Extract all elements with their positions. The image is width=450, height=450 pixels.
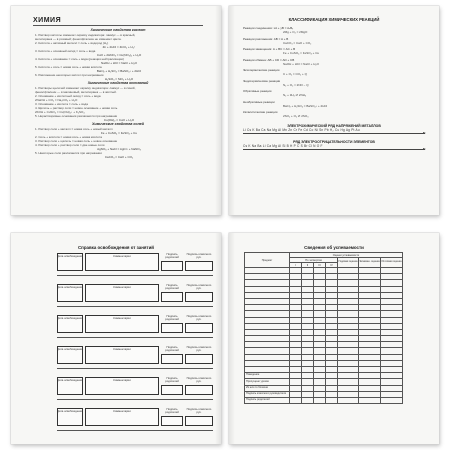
reaction-type-row bbox=[243, 37, 425, 48]
parent-signature-label: Подпись родителей bbox=[165, 283, 179, 291]
text-line: 4. Раствор соли + раствор соли = две новые соли bbox=[35, 143, 105, 147]
reaction-type-label: Реакции разложения: AB = A + B bbox=[243, 36, 289, 41]
teacher-signature-label: Подпись классного рук. bbox=[186, 283, 212, 291]
date-label: Дата освобождения bbox=[57, 254, 83, 258]
reaction-equation: Zn + 2HCl = ZnCl₂ + H₂↑ bbox=[102, 45, 136, 49]
reaction-type-row bbox=[243, 58, 425, 69]
grade-cell[interactable] bbox=[381, 397, 403, 403]
text-line: 2KOH + CuSO₄ = Cu(OH)₂↓ + K₂SO₄ bbox=[35, 110, 85, 114]
row-label: Подпись родителей bbox=[245, 397, 290, 403]
chemistry-title: ХИМИЯ bbox=[33, 17, 62, 24]
reaction-equation: CaCO₃ = CaO + CO₂ bbox=[104, 155, 134, 159]
grade-cell[interactable] bbox=[314, 397, 326, 403]
parent-signature-box[interactable] bbox=[161, 323, 183, 333]
reaction-example: NaOH + HCl = NaCl + H₂O bbox=[283, 61, 319, 66]
signature-line bbox=[57, 337, 213, 338]
parent-signature-box[interactable] bbox=[161, 385, 183, 395]
absence-page bbox=[11, 233, 221, 444]
text-line: 4. Кислота + основание = соль + вода (реакция нейтрализации) bbox=[35, 57, 124, 61]
quarters-header: По четвертям bbox=[290, 258, 338, 263]
text-line: 4. Щёлочь + раствор соли = новое основание + новая соль bbox=[35, 106, 118, 110]
absence-entry bbox=[57, 253, 217, 273]
reaction-type-row bbox=[243, 79, 425, 90]
reaction-type-row bbox=[243, 89, 425, 100]
row-label: Подпись классного руководителя bbox=[245, 391, 290, 397]
text-line: 2NaOH + CO₂ = Na₂CO₃ + H₂O bbox=[35, 98, 78, 102]
performance-rows bbox=[245, 268, 403, 404]
reaction-example: Fe + CuSO₄ = FeSO₄ + Cu bbox=[283, 51, 320, 55]
parent-signature-label: Подпись родителей bbox=[165, 314, 179, 322]
teacher-signature-box[interactable] bbox=[185, 385, 213, 395]
classification-page bbox=[229, 6, 439, 215]
quarter-3-header: III bbox=[314, 263, 326, 268]
reaction-list bbox=[243, 26, 425, 121]
signature-line bbox=[57, 430, 213, 431]
reaction-example: CaCO₃ = CaO + CO₂ bbox=[283, 40, 312, 45]
text-line: 3. Кислота + основный оксид = соль + вода bbox=[35, 49, 96, 53]
text-line: 5. Кислота + соль = новая соль + новая кислота bbox=[35, 65, 102, 69]
grade-cell[interactable] bbox=[359, 397, 381, 403]
reaction-example: BaCl₂ + H₂SO₄ = BaSO₄↓ + 2HCl bbox=[283, 103, 328, 108]
reaction-equation: AgNO₃ + NaCl = AgCl↓ + NaNO₃ bbox=[97, 147, 141, 151]
signature-line bbox=[57, 399, 213, 400]
title-rule bbox=[33, 25, 203, 26]
reaction-example: 2SO₂ + O₂ ⇄ 2SO₃ bbox=[283, 114, 309, 118]
row-label: Из них по болезни bbox=[245, 385, 290, 391]
teacher-signature-label: Подпись классного рук. bbox=[186, 345, 212, 353]
row-label: Пропущено уроков bbox=[245, 379, 290, 385]
electronegativity-series bbox=[243, 140, 425, 150]
chemistry-page bbox=[11, 6, 221, 215]
reaction-type-label: Реакции соединения: xA + yB = AₓBᵧ bbox=[243, 26, 294, 30]
absence-entry bbox=[57, 377, 217, 397]
section-heading: Химические свойства солей bbox=[92, 122, 144, 126]
quarter-1-header: I bbox=[290, 263, 302, 268]
text-line: 5. Нерастворимые основания разлагаются при нагревании bbox=[35, 114, 118, 118]
comment-label: Комментарии bbox=[113, 347, 131, 351]
reaction-type-row bbox=[243, 26, 425, 37]
date-label: Дата освобождения bbox=[57, 347, 83, 351]
reaction-type-row bbox=[243, 47, 425, 58]
teacher-signature-box[interactable] bbox=[185, 323, 213, 333]
parent-signature-label: Подпись родителей bbox=[165, 376, 179, 384]
electronegativity-sequence: Cs K Na Ba Li Ca Mg Al Si B H P C S Br Cl N O F bbox=[243, 144, 323, 148]
absence-entry bbox=[57, 346, 217, 366]
reaction-type-label: Реакции замещения: A + BC = AC + B bbox=[243, 47, 296, 51]
reaction-equation: H₂SiO₃ = SiO₂ + H₂O bbox=[104, 77, 134, 81]
comment-label: Комментарии bbox=[113, 254, 131, 258]
parent-signature-box[interactable] bbox=[161, 354, 183, 364]
text-line: метилоранж — в розовый; фенолфталеин не изменяет цвета. bbox=[35, 37, 122, 41]
grade-cell[interactable] bbox=[302, 397, 314, 403]
parent-signature-label: Подпись родителей bbox=[165, 252, 179, 260]
teacher-signature-label: Подпись классного рук. bbox=[186, 314, 212, 322]
electronegativity-arrow bbox=[243, 149, 425, 150]
teacher-signature-label: Подпись классного рук. bbox=[186, 407, 212, 415]
text-line: 1. Раствор кислоты изменяет окраску индикатора: лакмус — в красный, bbox=[35, 33, 136, 37]
row-label: Поведение bbox=[245, 373, 290, 379]
grade-cell[interactable] bbox=[338, 397, 359, 403]
reaction-type-row bbox=[243, 68, 425, 79]
reaction-type-row bbox=[243, 110, 425, 121]
parent-signature-label: Подпись родителей bbox=[165, 345, 179, 353]
electronegativity-title: РЯД ЭЛЕКТРООТРИЦАТЕЛЬНОСТИ ЭЛЕМЕНТОВ bbox=[293, 140, 375, 144]
teacher-signature-box[interactable] bbox=[185, 261, 213, 271]
reaction-equation: BaCl₂ + H₂SO₄ = BaSO₄↓ + 2HCl bbox=[96, 69, 142, 73]
teacher-signature-label: Подпись классного рук. bbox=[186, 376, 212, 384]
comment-label: Комментарии bbox=[113, 285, 131, 289]
reaction-type-label: Обратимые реакции bbox=[243, 89, 272, 93]
reaction-equation: NaOH + HCl = NaCl + H₂O bbox=[101, 61, 137, 65]
performance-title: Сведения об успеваемости bbox=[304, 245, 364, 250]
teacher-signature-box[interactable] bbox=[185, 292, 213, 302]
text-line: 2. Кислота + активный металл = соль + водород (H₂) bbox=[35, 41, 109, 45]
annual-header: Годовая оценка bbox=[338, 258, 359, 268]
date-label: Дата освобождения bbox=[57, 409, 83, 413]
reaction-equation: CuO + 2HNO₃ = Cu(NO₃)₂ + H₂O bbox=[96, 53, 142, 57]
date-label: Дата освобождения bbox=[57, 378, 83, 382]
grade-cell[interactable] bbox=[326, 397, 338, 403]
reaction-type-row bbox=[243, 100, 425, 111]
absence-entry bbox=[57, 284, 217, 304]
comment-label: Комментарии bbox=[113, 409, 131, 413]
reaction-equation: Fe + CuSO₄ = FeSO₄ + Cu bbox=[100, 131, 138, 135]
reaction-type-label: Эндотермические реакции bbox=[243, 78, 281, 83]
text-line: 5. Некоторые соли разлагаются при нагревании bbox=[35, 151, 102, 155]
reaction-type-label: Необратимые реакции bbox=[243, 99, 275, 104]
text-line: 6. Разложение некоторых кислот при нагревании bbox=[35, 73, 104, 77]
reaction-type-label: Каталитические реакции bbox=[243, 110, 278, 114]
parent-signature-box[interactable] bbox=[161, 261, 183, 271]
final-header: Итоговая оценка bbox=[381, 258, 403, 268]
subject-header: Предмет bbox=[245, 253, 290, 268]
reaction-type-label: Экзотермические реакции bbox=[243, 68, 280, 72]
text-line: 2. Соль + кислота = новая соль + новая кислота bbox=[35, 135, 102, 139]
text-line: 3. Раствор соли + щёлочь = новая соль + новое основание bbox=[35, 139, 118, 143]
section-heading: Химические свойства оснований bbox=[87, 81, 149, 85]
teacher-signature-label: Подпись классного рук. bbox=[186, 252, 212, 260]
parent-signature-box[interactable] bbox=[161, 416, 183, 426]
exam-header: Экзамен. оценка bbox=[359, 258, 381, 268]
teacher-signature-box[interactable] bbox=[185, 354, 213, 364]
signature-line bbox=[57, 368, 213, 369]
parent-signature-box[interactable] bbox=[161, 292, 183, 302]
metals-arrow bbox=[243, 133, 425, 134]
parent-signature-label: Подпись родителей bbox=[165, 407, 179, 415]
text-line: 1. Растворы щелочей изменяют окраску индикатора: лакмус — в синий, bbox=[35, 86, 136, 90]
classification-title: КЛАССИФИКАЦИЯ ХИМИЧЕСКИХ РЕАКЦИЙ bbox=[288, 17, 380, 22]
reaction-example: C + O₂ = CO₂ + Q bbox=[283, 72, 307, 76]
metals-series bbox=[243, 124, 425, 134]
section-heading: Химические свойства кислот bbox=[90, 28, 146, 32]
grades-header: Оценки успеваемости bbox=[290, 253, 403, 258]
summary-row bbox=[245, 397, 403, 403]
absence-title: Справка освобождения от занятий bbox=[78, 245, 154, 250]
teacher-signature-box[interactable] bbox=[185, 416, 213, 426]
absence-entry bbox=[57, 315, 217, 335]
reaction-equation: Cu(OH)₂ = CuO + H₂O bbox=[103, 118, 135, 122]
reaction-example: 2Mg + O₂ = 2MgO bbox=[283, 30, 308, 34]
metals-sequence: Li Cs K Ba Ca Na Mg Al Mn Zn Cr Fe Cd Co Ni Sn Pb H₂ Cu Hg Ag Pt Au bbox=[243, 128, 360, 132]
quarter-2-header: II bbox=[302, 263, 314, 268]
reaction-type-label: Реакции обмена: AB + CD = AD + CB bbox=[243, 57, 295, 62]
text-line: 1. Раствор соли + металл = новая соль + новый металл bbox=[35, 127, 113, 131]
text-line: 3. Основание + кислота = соль + вода bbox=[35, 102, 88, 106]
grade-cell[interactable] bbox=[290, 397, 302, 403]
reaction-example: N₂ + O₂ = 2NO − Q bbox=[283, 82, 309, 87]
signature-line bbox=[57, 306, 213, 307]
signature-line bbox=[57, 275, 213, 276]
text-line: фенолфталеин — в малиновый, метилоранж — в жёлтый. bbox=[35, 90, 117, 94]
text-line: 2. Основание + кислотный оксид = соль + вода bbox=[35, 94, 101, 98]
quarter-4-header: IV bbox=[326, 263, 338, 268]
comment-label: Комментарии bbox=[113, 378, 131, 382]
reaction-example: N₂ + 3H₂ ⇄ 2NH₃ bbox=[283, 93, 307, 97]
metals-series-title: ЭЛЕКТРОХИМИЧЕСКИЙ РЯД НАПРЯЖЕНИЙ МЕТАЛЛОВ bbox=[287, 124, 381, 128]
comment-label: Комментарии bbox=[113, 316, 131, 320]
date-label: Дата освобождения bbox=[57, 285, 83, 289]
chemistry-content bbox=[33, 28, 203, 159]
absence-entry bbox=[57, 408, 217, 428]
performance-page bbox=[229, 233, 439, 444]
date-label: Дата освобождения bbox=[57, 316, 83, 320]
performance-table bbox=[244, 252, 403, 404]
